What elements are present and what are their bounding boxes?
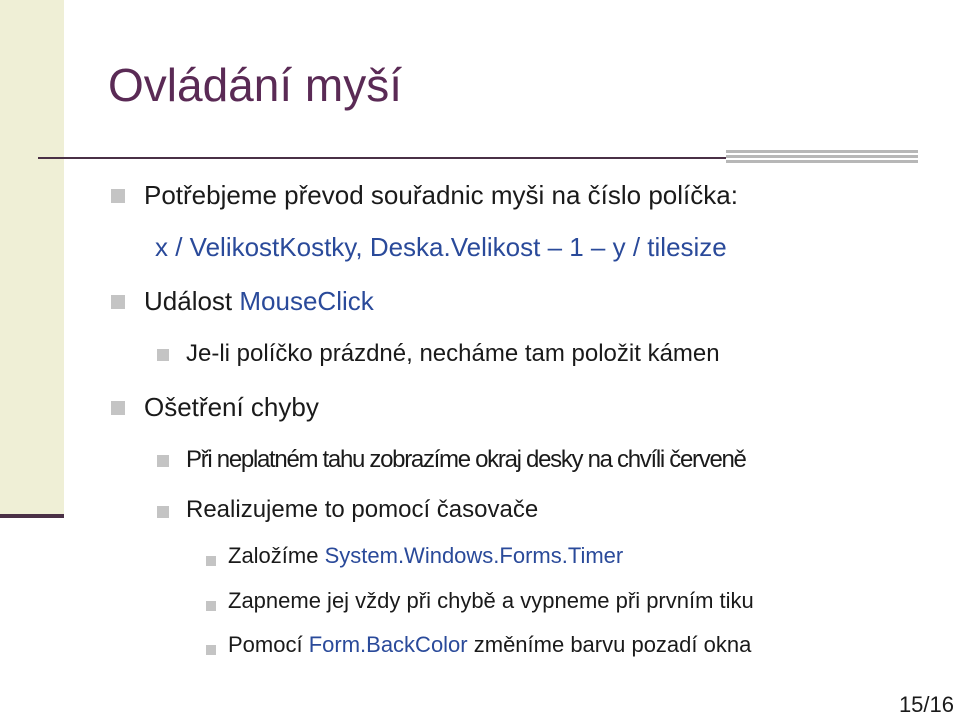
- decorative-side-strip: [0, 0, 64, 517]
- sub-sub-bullet-square-icon: [206, 601, 216, 611]
- bullet-3-sub-1: Při neplatném tahu zobrazíme okraj desky na chvíli červeně: [186, 446, 746, 473]
- sub-bullet-square-icon: [157, 455, 169, 467]
- sub-bullet-square-icon: [157, 506, 169, 518]
- bullet-2-prefix: Událost: [144, 286, 240, 316]
- bullet-1-text: Potřebjeme převod souřadnic myši na číslo políčka:: [144, 180, 738, 210]
- bullet-3-sub-2-item-3: [228, 632, 751, 658]
- bullet-2-code: MouseClick: [239, 286, 374, 316]
- sub-bullet-square-icon: [157, 349, 169, 361]
- item-3-prefix: Pomocí: [228, 632, 309, 657]
- page-number: 15/16: [898, 692, 954, 717]
- sub-sub-bullet-square-icon: [206, 556, 216, 566]
- title-divider-band: [726, 150, 918, 164]
- item-3-suffix: změníme barvu pozadí okna: [467, 632, 752, 657]
- bullet-3-sub-2-item-1: [228, 543, 623, 569]
- bullet-3-sub-2-item-2: Zapneme jej vždy při chybě a vypneme při prvním tiku: [228, 588, 754, 613]
- bullet-3-sub-2: Realizujeme to pomocí časovače: [186, 496, 539, 523]
- item-1-prefix: Založíme: [228, 543, 325, 568]
- sub-sub-bullet-square-icon: [206, 645, 216, 655]
- bullet-1-continuation: x / VelikostKostky, Deska.Velikost – 1 – y / tilesize: [155, 232, 727, 262]
- bullet-3-text: Ošetření chyby: [144, 392, 319, 422]
- decorative-strip-underline: [0, 514, 64, 518]
- bullet-2-text: [144, 286, 374, 317]
- item-3-code: Form.BackColor: [308, 632, 468, 657]
- bullet-square-icon: [111, 295, 125, 309]
- bullet-square-icon: [111, 189, 125, 203]
- slide-title: Ovládání myší: [108, 59, 402, 111]
- bullet-square-icon: [111, 401, 125, 415]
- bullet-2-sub-1: Je-li políčko prázdné, necháme tam položit kámen: [186, 340, 720, 367]
- item-1-code: System.Windows.Forms.Timer: [324, 543, 624, 568]
